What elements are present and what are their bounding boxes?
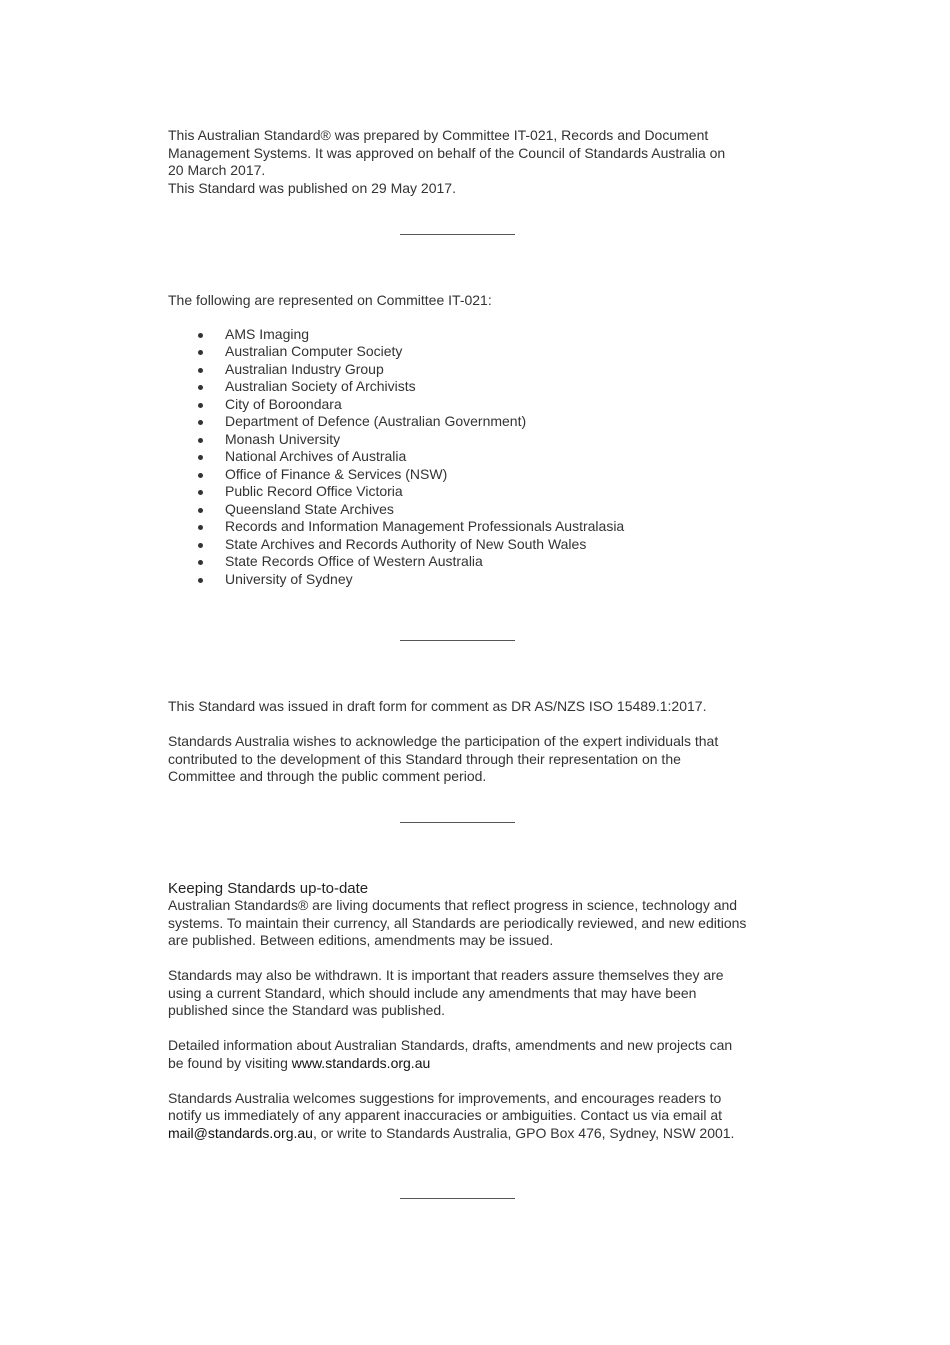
suggestions-paragraph	[168, 1090, 758, 1143]
section-heading: Keeping Standards up-to-date	[168, 879, 369, 897]
list-item: University of Sydney	[168, 571, 758, 589]
paragraph-line: systems. To maintain their currency, all Standards are periodically reviewed, and new editions	[168, 914, 747, 931]
list-item: Department of Defence (Australian Government)	[168, 413, 758, 431]
list-item: Monash University	[168, 431, 758, 449]
list-item: Records and Information Management Professionals Australasia	[168, 518, 758, 536]
document-page	[168, 127, 758, 1199]
list-item: Public Record Office Victoria	[168, 483, 758, 501]
paragraph-text: be found by visiting	[168, 1054, 292, 1071]
paragraph-line: published since the Standard was published.	[168, 1002, 446, 1018]
paragraph-line: Standards may also be withdrawn. It is important that readers assure themselves they are	[168, 967, 724, 983]
list-item: Australian Industry Group	[168, 361, 758, 379]
paragraph-line: notify us immediately of any apparent inaccuracies or ambiguities. Contact us via email at	[168, 1107, 723, 1123]
section-divider	[400, 234, 515, 235]
acknowledgement-line: contributed to the development of this Standard through their representation on the	[168, 750, 681, 767]
list-item: Australian Society of Archivists	[168, 378, 758, 396]
committee-intro: The following are represented on Committee IT-021:	[168, 292, 492, 308]
prep-line: 20 March 2017.	[168, 162, 266, 178]
list-item: State Archives and Records Authority of New South Wales	[168, 536, 758, 554]
detailed-information-paragraph	[168, 1037, 758, 1072]
list-item: AMS Imaging	[168, 326, 758, 344]
section-divider	[400, 1198, 515, 1199]
prep-line: This Australian Standard® was prepared by Committee IT-021, Records and Document	[168, 127, 709, 143]
paragraph-line: Detailed information about Australian Standards, drafts, amendments and new projects can	[168, 1037, 733, 1053]
acknowledgement-line: Standards Australia wishes to acknowledge the participation of the expert individuals that	[168, 733, 719, 749]
publication-date-line: This Standard was published on 29 May 2017.	[168, 179, 456, 196]
list-item: City of Boroondara	[168, 396, 758, 414]
acknowledgement-line: Committee and through the public comment period.	[168, 768, 487, 784]
living-documents-paragraph	[168, 897, 758, 950]
prep-line: Management Systems. It was approved on behalf of the Council of Standards Australia on	[168, 144, 726, 161]
paragraph-line: are published. Between editions, amendments may be issued.	[168, 932, 554, 948]
section-divider	[400, 640, 515, 641]
list-item: Queensland State Archives	[168, 501, 758, 519]
email-link[interactable]: mail@standards.org.au	[168, 1124, 313, 1141]
committee-member-list	[168, 326, 758, 589]
draft-statement: This Standard was issued in draft form for comment as DR AS/NZS ISO 15489.1:2017.	[168, 698, 707, 714]
paragraph-line: Standards Australia welcomes suggestions for improvements, and encourages readers to	[168, 1089, 722, 1106]
paragraph-line	[168, 1125, 758, 1143]
paragraph-line	[168, 1055, 758, 1073]
list-item: Australian Computer Society	[168, 343, 758, 361]
website-link[interactable]: www.standards.org.au	[291, 1054, 431, 1071]
paragraph-line: using a current Standard, which should include any amendments that may have been	[168, 984, 697, 1001]
section-divider	[400, 822, 515, 823]
list-item: National Archives of Australia	[168, 448, 758, 466]
list-item: State Records Office of Western Australia	[168, 553, 758, 571]
preparation-statement	[168, 127, 758, 217]
paragraph-text: , or write to Standards Australia, GPO Box 476, Sydney, NSW 2001.	[312, 1124, 735, 1141]
paragraph-line: Australian Standards® are living documents that reflect progress in science, technology and	[168, 897, 738, 913]
list-item: Office of Finance & Services (NSW)	[168, 466, 758, 484]
acknowledgement-paragraph	[168, 733, 758, 786]
withdrawal-paragraph	[168, 967, 758, 1020]
